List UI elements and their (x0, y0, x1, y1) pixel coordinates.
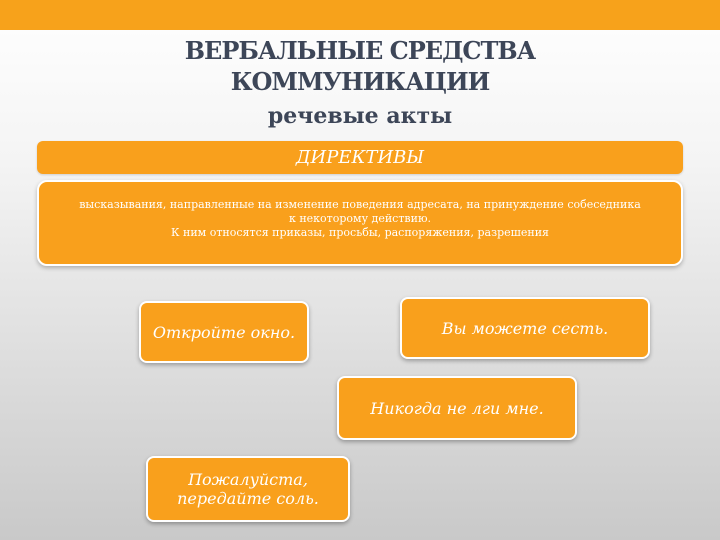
top-accent-bar (0, 0, 720, 30)
title-line-1: ВЕРБАЛЬНЫЕ СРЕДСТВА (184, 36, 536, 65)
subtitle: речевые акты (267, 103, 453, 129)
definition-line-3: К ним относятся приказы, просьбы, распоряжения, разрешения (171, 226, 549, 239)
definition-box (37, 180, 683, 266)
example-box-may-sit (400, 297, 650, 359)
example-text: Никогда не лги мне. (370, 398, 544, 418)
example-text: Вы можете сесть. (441, 318, 609, 338)
example-box-open-window (139, 301, 309, 363)
definition-line-2: к некоторому действию. (288, 212, 432, 225)
definition-line-1: высказывания, направленные на изменение поведения адресата, на принуждение собеседника (79, 198, 641, 211)
title-line-2: КОММУНИКАЦИИ (230, 67, 490, 96)
example-text: Пожалуйста, передайте соль. (177, 470, 319, 508)
example-text: Откройте окно. (152, 322, 296, 342)
example-box-pass-salt (146, 456, 350, 522)
example-box-never-lie (337, 376, 577, 440)
category-header: ДИРЕКТИВЫ (37, 141, 683, 174)
